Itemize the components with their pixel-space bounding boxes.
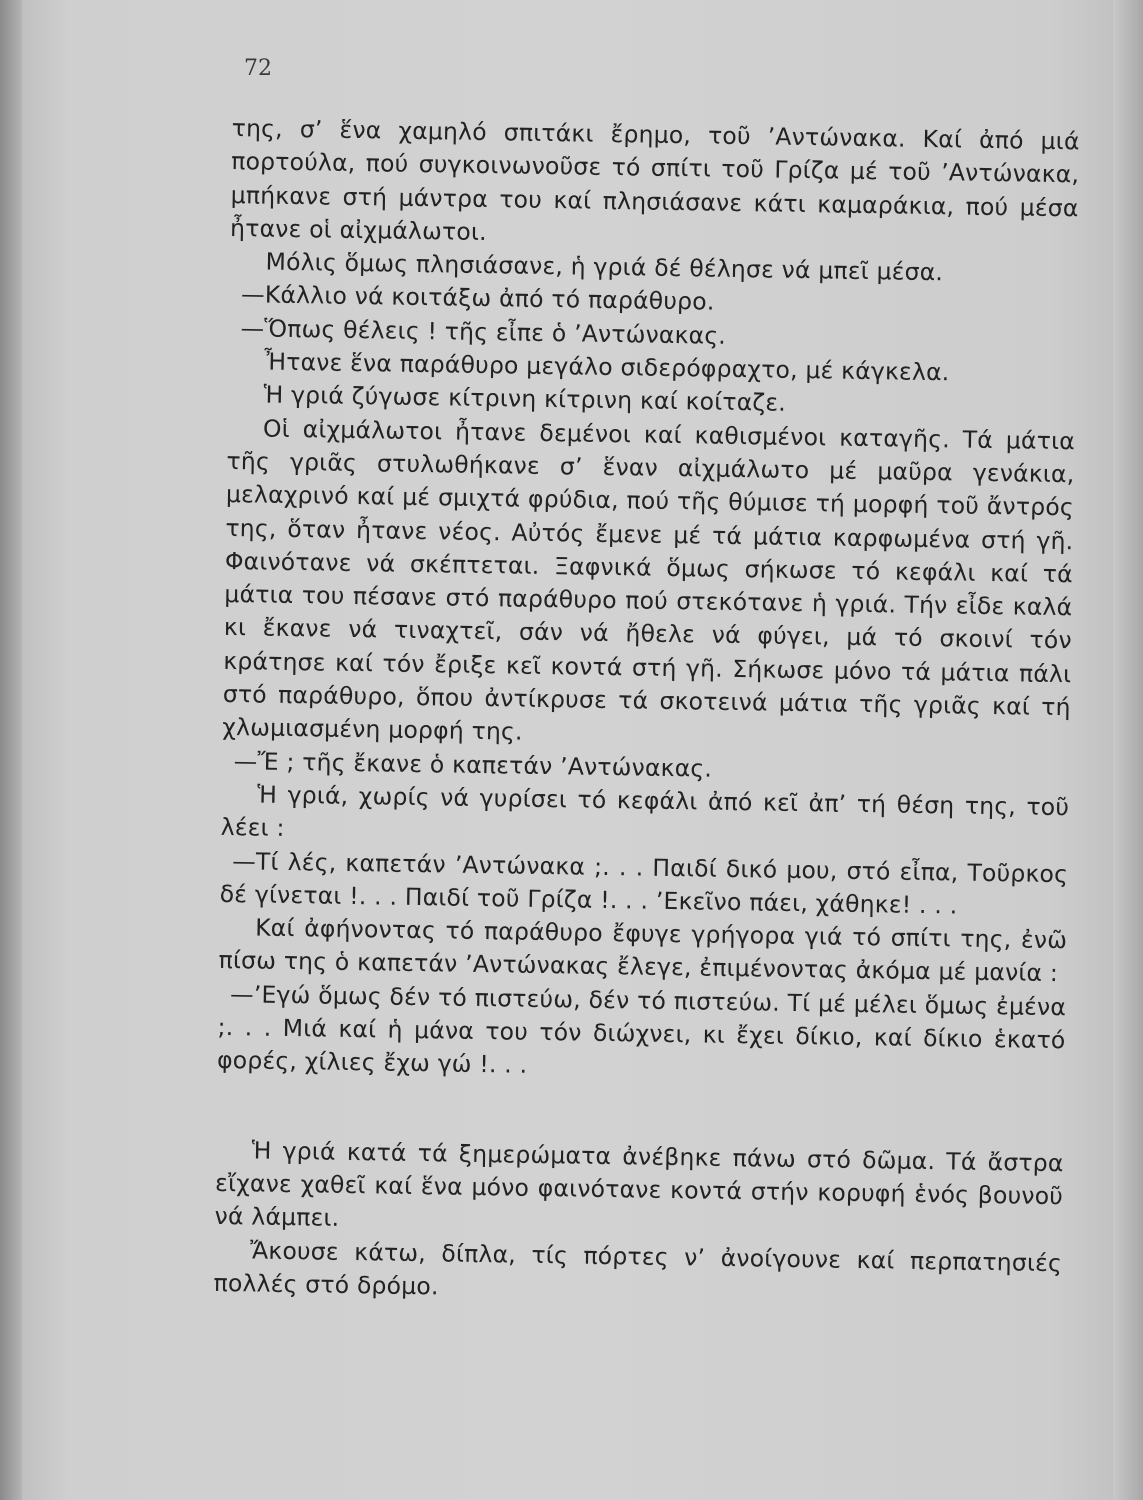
dialogue-line: —’Εγώ ὅμως δέν τό πιστεύω, δέν τό πιστεύω. Τί μέ μέλει ὅμως ἐμένα ;. . . Μιά καί ἡ μάνα του τόν διώχνει, κι ἔχει δίκιο, καί δίκιο ἑκατό φορές, χίλιες ἔχω γώ !. . . bbox=[216, 979, 1067, 1080]
paragraph: Ἡ γριά, χωρίς νά γυρίσει τό κεφάλι ἀπό κεῖ ἀπ’ τή θέση της, τοῦ λέει : bbox=[220, 780, 1070, 843]
paragraph: Ἄκουσε κάτω, δίπλα, τίς πόρτες ν’ ἀνοίγουνε καί περπατησιές πολλές στό δρόμο. bbox=[213, 1235, 1063, 1301]
page-edge-left bbox=[0, 0, 22, 1500]
paragraph: Μόλις ὅμως πλησιάσανε, ἡ γριά δέ θέλησε νά μπεῖ μέσα. bbox=[265, 247, 944, 287]
dialogue-line: —Ἔ ; τῆς ἔκανε ὁ καπετάν ’Αντώνακας. bbox=[233, 746, 713, 783]
dialogue-line: —Τί λές, καπετάν ’Αντώνακα ;. . . Παιδί δικό μου, στό εἶπα, Τοῦρκος δέ γίνεται !. . . Παιδί τοῦ Γρίζα !. . . ’Εκεῖνο πάει, χάθηκε! . . . bbox=[219, 846, 1069, 920]
paragraph: Ἡ γριά ζύγωσε κίτρινη κίτρινη καί κοίταζε. bbox=[263, 380, 787, 418]
paragraph: της, σ’ ἕνα χαμηλό σπιτάκι ἔρημο, τοῦ ’Αντώνακα. Καί ἀπό μιά πορτούλα, πού συγκοινωνοῦσε τό σπίτι τοῦ Γρίζα μέ τοῦ ’Αντώνακα, μπήκανε στή μάντρα του καί πλησιάσανε κάτι καμαράκια, πού μέσα ἦτανε οἱ αἰχμάλωτοι. bbox=[229, 113, 1080, 246]
dialogue-line: —Ὅπως θέλεις ! τῆς εἶπε ὁ ’Αντώνακας. bbox=[240, 313, 727, 350]
paragraph: Οἱ αἰχμάλωτοι ἦτανε δεμένοι καί καθισμένοι καταγῆς. Τά μάτια τῆς γριᾶς στυλωθήκανε σ’ ἕναν αἰχμάλωτο μέ μαῦρα γενάκια, μελαχρινό καί μέ σμιχτά φρύδια, πού τῆς θύμισε τή μορφή τοῦ ἄντρός της, ὅταν ἦτανε νέος. Αὐτός ἔμενε μέ τά μάτια καρφωμένα στή γῆ. Φαινότανε νά σκέπτεται. Ξαφνικά ὅμως σήκωσε τό κεφάλι καί τά μάτια του πέσανε στό παράθυρο πού στεκότανε ἡ γριά. Τήν εἶδε καλά κι ἔκανε νά τιναχτεῖ, σάν νά ἤθελε νά φύγει, μά τό σκοινί τόν κράτησε καί τόν ἔριξε κεῖ κοντά στή γῆ. Σήκωσε μόνο τά μάτια πάλι στό παράθυρο, ὅπου ἀντίκρυσε τά σκοτεινά μάτια τῆς γριᾶς καί τή χλωμιασμένη μορφή της. bbox=[222, 414, 1076, 746]
paragraph: Ἦτανε ἕνα παράθυρο μεγάλο σιδερόφραχτο, μέ κάγκελα. bbox=[263, 347, 950, 387]
paragraph: Καί ἀφήνοντας τό παράθυρο ἔφυγε γρήγορα γιά τό σπίτι της, ἐνῶ πίσω της ὁ καπετάν ’Αντώνακας ἔλεγε, ἐπιμένοντας ἀκόμα μέ μανία : bbox=[218, 913, 1068, 988]
page-edge-right bbox=[1113, 0, 1143, 1500]
paragraph: Ἡ γριά κατά τά ξημερώματα ἀνέβηκε πάνω στό δῶμα. Τά ἄστρα εἴχανε χαθεῖ καί ἕνα μόνο φαινότανε κοντά στήν κορυφή ἑνός βουνοῦ νά λάμπει. bbox=[214, 1136, 1064, 1233]
page-number: 72 bbox=[244, 56, 272, 81]
dialogue-line: —Κάλλιο νά κοιτάξω ἀπό τό παράθυρο. bbox=[240, 280, 715, 317]
body-text bbox=[213, 112, 1080, 1313]
